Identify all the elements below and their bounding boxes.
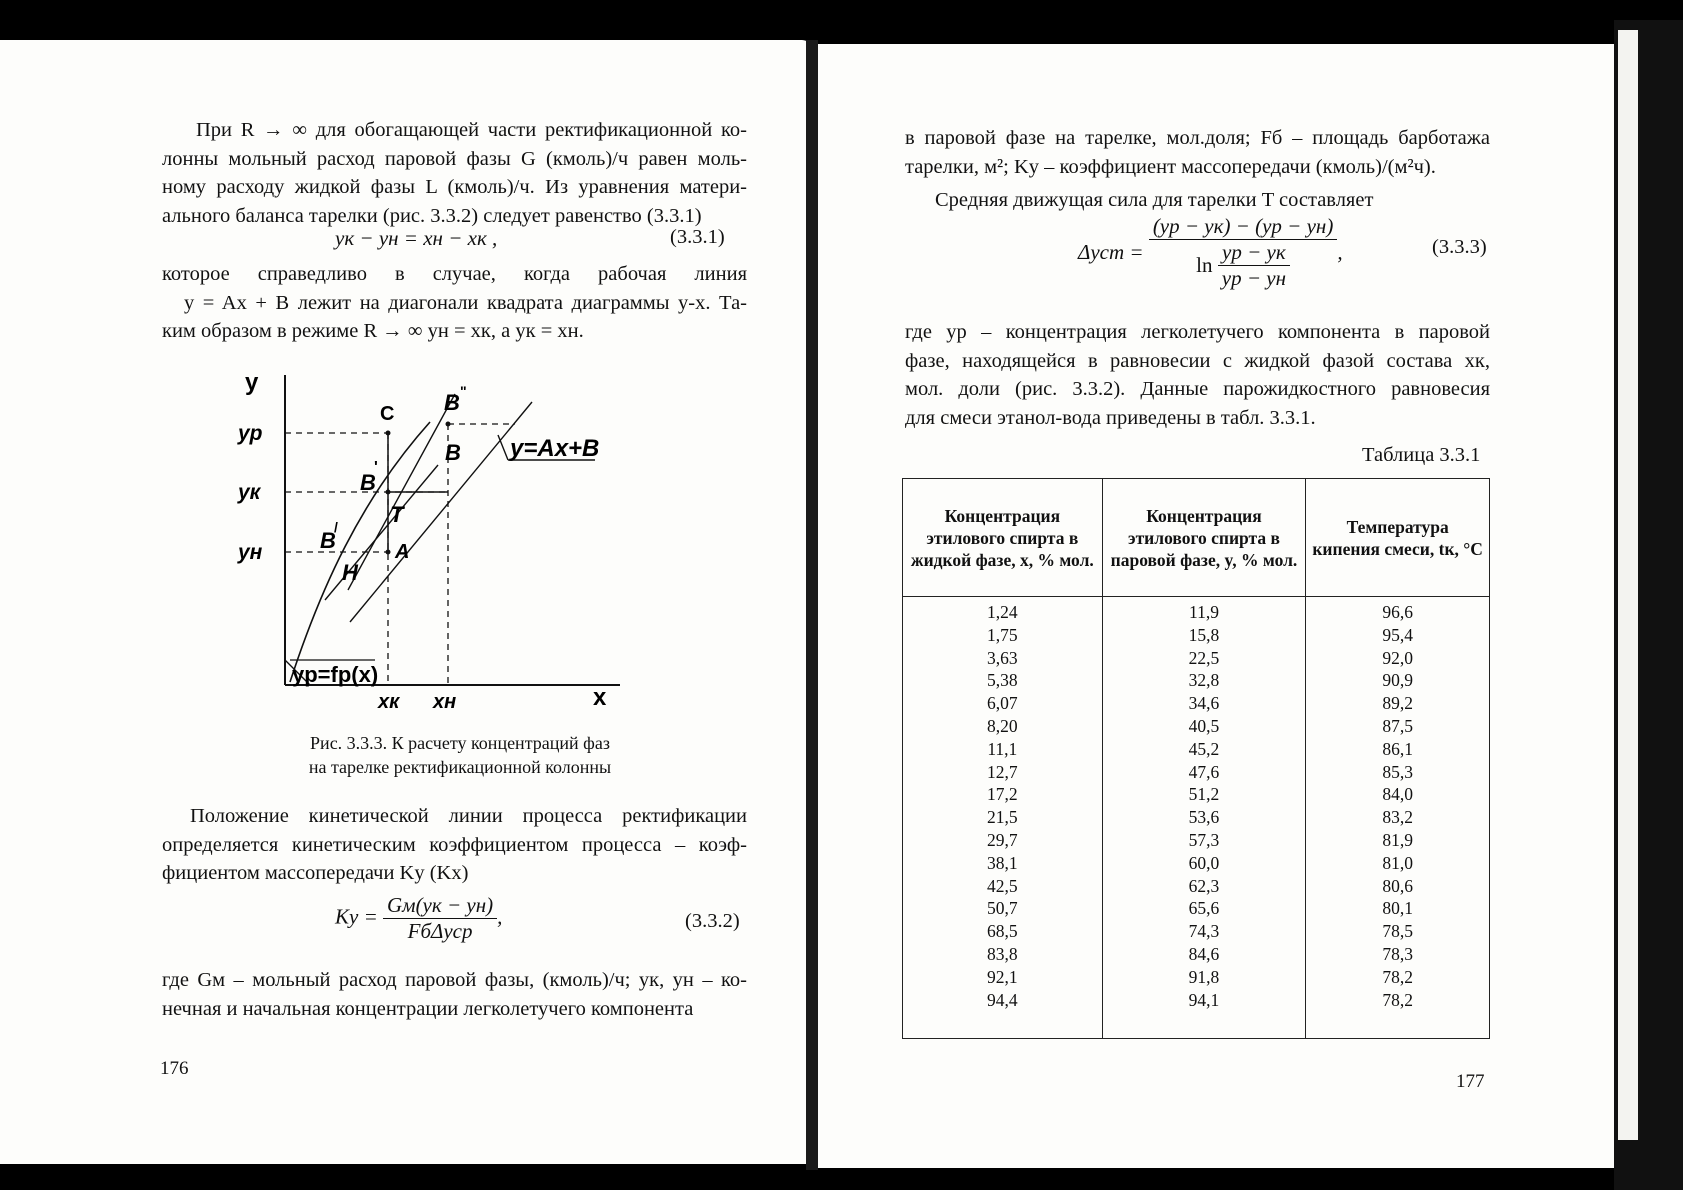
label-x-axis: x xyxy=(593,684,607,711)
table-cell: 8,20 xyxy=(987,715,1018,736)
point-b-top xyxy=(446,422,451,427)
label-yn: yн xyxy=(238,541,263,564)
table-cell: 60,0 xyxy=(1188,852,1220,873)
table-title: Таблица 3.3.1 xyxy=(1362,444,1481,466)
table-cell: 84,6 xyxy=(1188,943,1220,964)
table-cell: 34,6 xyxy=(1188,693,1220,714)
equation-3-3-3 xyxy=(1078,214,1343,291)
eq3-inner-fraction xyxy=(1218,240,1290,291)
table-cell: 15,8 xyxy=(1188,624,1220,645)
left-paragraph-3 xyxy=(162,802,747,888)
column-t xyxy=(1306,597,1490,1039)
text-line: y = Ax + B лежит на диагонали квадрата диаграммы y-x. Та- xyxy=(184,291,747,314)
table-cell: 50,7 xyxy=(987,898,1018,919)
text-line: фазе, находящейся в равновесии с жидкой фазой состава xк, xyxy=(905,349,1490,372)
table-cell: 81,9 xyxy=(1382,829,1413,850)
table-cell: 29,7 xyxy=(987,829,1018,850)
equation-3-3-1: yк − yн = xн − xк , xyxy=(335,226,498,250)
table-cell: 83,2 xyxy=(1382,807,1413,828)
label-b-low-mark: / xyxy=(334,519,338,535)
table-cell: 11,9 xyxy=(1188,602,1219,622)
text-line: мол. доли (рис. 3.3.2). Данные парожидкостного равновесия xyxy=(905,378,1490,400)
page-number-right: 177 xyxy=(1456,1071,1485,1092)
table-cell: 74,3 xyxy=(1188,921,1220,942)
table-cell: 94,1 xyxy=(1188,989,1220,1010)
table-cell: 94,4 xyxy=(987,989,1018,1010)
label-xn: xн xyxy=(433,691,457,713)
table-cell: 3,63 xyxy=(987,647,1018,668)
table-cell: 85,3 xyxy=(1382,761,1413,782)
table-cell: 78,5 xyxy=(1382,921,1413,942)
label-y-axis: y xyxy=(245,369,259,396)
page-edge-strip xyxy=(1618,30,1638,1140)
table-cell: 6,07 xyxy=(987,693,1018,714)
text-line: ному расходу жидкой фазы L (кмоль)/ч. Из уравнения матери- xyxy=(162,176,747,198)
table-cell: 78,3 xyxy=(1382,943,1413,964)
figure-3-3-3 xyxy=(238,360,670,730)
eq2-comma: , xyxy=(497,904,503,929)
table-cell: 22,5 xyxy=(1188,647,1220,668)
table-cell: 92,0 xyxy=(1382,647,1413,668)
table-header-row xyxy=(903,479,1490,597)
text-line: тарелки, м²; Ky – коэффициент массопередачи (кмоль)/(м²ч). xyxy=(905,155,1436,178)
vle-table xyxy=(902,478,1490,1039)
figure-caption xyxy=(250,731,670,779)
column-x xyxy=(903,597,1103,1039)
header-vapor-concentration: Концентрация этилового спирта в паровой фазе, y, % мол. xyxy=(1102,479,1306,597)
table-cell: 1,24 xyxy=(987,602,1018,622)
table-cell: 17,2 xyxy=(987,784,1018,805)
label-b-top: B xyxy=(444,390,460,415)
table-cell: 92,1 xyxy=(987,966,1018,987)
text-line: определяется кинетическим коэффициентом процесса – коэф- xyxy=(162,833,747,856)
table-cell: 84,0 xyxy=(1382,784,1413,805)
table-cell: 80,6 xyxy=(1382,875,1413,896)
table-cell: 62,3 xyxy=(1188,875,1220,896)
table-cell: 12,7 xyxy=(987,761,1018,782)
table-cell: 11,1 xyxy=(987,738,1018,759)
eq3-inner-numerator: yр − yк xyxy=(1218,240,1290,266)
label-a: A xyxy=(395,541,410,563)
label-b-prime-mark: ' xyxy=(374,459,378,476)
point-bprime xyxy=(386,490,391,495)
eq2-denominator: FбΔyср xyxy=(407,919,473,943)
text-line: фициентом массопередачи Ky (Kx) xyxy=(162,862,469,884)
table-cell: 42,5 xyxy=(987,875,1018,896)
text-line: При R → ∞ для обогащающей части ректификационной ко- xyxy=(196,119,747,141)
label-operating-line: y=Ax+B xyxy=(510,435,600,462)
label-yk: yк xyxy=(238,481,261,504)
label-b-prime: B xyxy=(360,470,376,495)
table-cell: 90,9 xyxy=(1382,670,1413,691)
left-paragraph-4 xyxy=(162,966,747,1023)
table-cell: 91,8 xyxy=(1188,966,1220,987)
table-cell: 65,6 xyxy=(1188,898,1220,919)
table-cell: 78,2 xyxy=(1382,966,1413,987)
left-paragraph-1 xyxy=(162,116,747,230)
table-cell: 40,5 xyxy=(1188,715,1220,736)
table-cell: 51,2 xyxy=(1188,784,1220,805)
text-line: Средняя движущая сила для тарелки T составляет xyxy=(935,189,1374,211)
text-line: нечная и начальная концентрации легколетучего компонента xyxy=(162,997,694,1020)
table-cell: 83,8 xyxy=(987,943,1018,964)
table-cell: 95,4 xyxy=(1382,624,1413,645)
equation-number: (3.3.1) xyxy=(670,226,725,248)
label-equilibrium-curve: yр=fр(x) xyxy=(292,662,379,687)
eq3-fraction xyxy=(1149,214,1338,291)
scan-border-top xyxy=(0,0,1683,44)
table-cell: 89,2 xyxy=(1382,693,1413,714)
label-t: T xyxy=(390,502,404,527)
header-boiling-temperature: Температура кипения смеси, tк, °С xyxy=(1306,479,1490,597)
text-line: Положение кинетической линии процесса ректификации xyxy=(190,805,747,827)
table-cell: 32,8 xyxy=(1188,670,1220,691)
label-xk: xк xyxy=(378,691,400,713)
equation-number: (3.3.2) xyxy=(685,910,740,932)
column-y xyxy=(1102,597,1306,1039)
text-line: для смеси этанол-вода приведены в табл. 3.3.1. xyxy=(905,406,1316,429)
eq2-numerator: Gм(yк − yн) xyxy=(383,893,497,919)
text-line: лонны мольный расход паровой фазы G (кмоль)/ч равен моль- xyxy=(162,147,747,170)
table-cell: 47,6 xyxy=(1188,761,1220,782)
table-cell: 86,1 xyxy=(1382,738,1413,759)
table-cell: 1,75 xyxy=(987,624,1018,645)
book-gutter xyxy=(806,40,818,1170)
table-cell: 53,6 xyxy=(1188,807,1220,828)
eq3-numerator: (yр − yк) − (yр − yн) xyxy=(1149,214,1338,240)
eq2-fraction xyxy=(383,893,497,944)
table-cell: 38,1 xyxy=(987,852,1018,873)
point-a xyxy=(386,550,391,555)
left-paragraph-2 xyxy=(162,260,747,346)
label-b-low: B xyxy=(320,528,336,553)
label-h: H xyxy=(342,560,358,585)
table-cell: 45,2 xyxy=(1188,738,1220,759)
table-cell: 21,5 xyxy=(987,807,1018,828)
table-cell: 87,5 xyxy=(1382,715,1413,736)
equation-3-3-2 xyxy=(335,893,502,944)
text-line: где Gм – мольный расход паровой фазы, (кмоль)/ч; yк, yн – ко- xyxy=(162,969,747,991)
eq2-lhs: Ky = xyxy=(335,904,378,929)
table-row xyxy=(903,597,1490,1039)
caption-line: Рис. 3.3.3. К расчету концентраций фаз xyxy=(310,733,610,753)
label-c: C xyxy=(380,403,395,425)
operating-line xyxy=(350,402,532,622)
label-b-top-mark: " xyxy=(460,383,467,399)
equation-number: (3.3.3) xyxy=(1432,236,1487,258)
label-b: B xyxy=(445,440,461,465)
text-line: ким образом в режиме R → ∞ yн = xк, а yк = xн. xyxy=(162,320,584,342)
line-label-hook xyxy=(498,435,508,460)
text-line: в паровой фазе на тарелке, мол.доля; Fб – площадь барботажа xyxy=(905,127,1490,149)
table-cell: 81,0 xyxy=(1382,852,1413,873)
table-cell: 78,2 xyxy=(1382,989,1413,1010)
caption-line: на тарелке ректификационной колонны xyxy=(308,757,612,777)
eq3-denominator xyxy=(1149,240,1338,291)
text-line: ального баланса тарелки (рис. 3.3.2) следует равенство (3.3.1) xyxy=(162,204,702,227)
table-cell: 57,3 xyxy=(1188,829,1220,850)
table-cell: 80,1 xyxy=(1382,898,1413,919)
text-line: которое справедливо в случае, когда рабочая линия xyxy=(162,263,747,285)
eq3-comma: , xyxy=(1337,240,1343,264)
point-c xyxy=(386,431,391,436)
eq3-inner-denominator: yр − yн xyxy=(1221,266,1286,290)
right-paragraph-1 xyxy=(905,124,1490,181)
eq3-ln: ln xyxy=(1196,253,1213,277)
page-number-left: 176 xyxy=(160,1058,189,1079)
header-liquid-concentration: Концентрация этилового спирта в жидкой фазе, x, % мол. xyxy=(903,479,1103,597)
table-cell: 96,6 xyxy=(1382,602,1413,622)
table-cell: 68,5 xyxy=(987,921,1018,942)
table-cell: 5,38 xyxy=(987,670,1018,691)
text-line: где yр – концентрация легколетучего компонента в паровой xyxy=(905,321,1490,343)
right-paragraph-3 xyxy=(905,318,1490,432)
eq3-lhs: Δyст = xyxy=(1078,240,1144,264)
right-paragraph-2 xyxy=(935,186,1495,215)
label-yp: yр xyxy=(238,422,263,445)
